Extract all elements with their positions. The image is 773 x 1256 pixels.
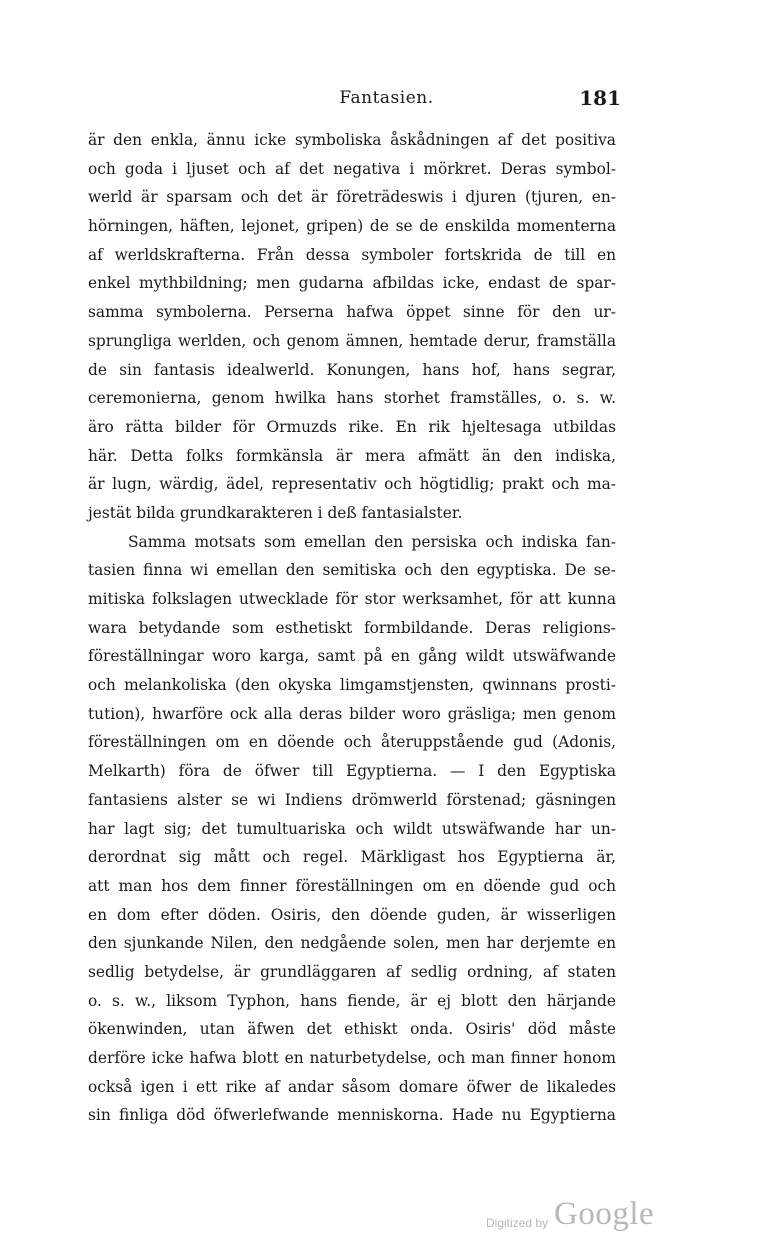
text-line: mitiska folkslagen utwecklade för stor werksamhet, för att kunna [88,590,616,608]
text-line: af werldskrafterna. Från dessa symboler fortskrida de till en [88,245,616,264]
digitized-by-label: Digitized by [486,1216,549,1230]
text-line: här. Detta folks formkänsla är mera afmätt än den indiska, [88,446,616,465]
text-line: jestät bilda grundkarakteren i deß fantasialster. [88,503,463,522]
text-line: föreställningen om en döende och återuppstående gud (Adonis, [88,733,616,752]
google-logo: Google [554,1196,655,1232]
text-line: är den enkla, ännu icke symboliska åskådningen af det positiva [88,131,616,149]
text-line: enkel mythbildning; men gudarna afbildas icke, endast de spar- [88,274,616,293]
running-head [0,88,773,118]
text-line: föreställningar woro karga, samt på en gång wildt utswäfwande [88,647,616,666]
text-line: de sin fantasis idealwerld. Konungen, hans hof, hans segrar, [88,360,616,379]
text-line: o. s. w., liksom Typhon, hans fiende, är ej blott den härjande [88,991,616,1010]
running-title: Fantasien. [339,88,434,108]
text-line: tasien finna wi emellan den semitiska och den egyptiska. De se- [88,561,616,580]
body-text [88,126,616,1130]
text-line: hörningen, häften, lejonet, gripen) de se de enskilda momenterna [88,217,616,236]
text-line: och goda i ljuset och af det negativa i mörkret. Deras symbol- [88,159,616,178]
text-line: och melankoliska (den okyska limgamstjensten, qwinnans prosti- [88,676,616,695]
text-line: wara betydande som esthetiskt formbildande. Deras religions- [88,618,616,637]
page-number: 181 [579,86,621,110]
text-line: den sjunkande Nilen, den nedgående solen, men har derjemte en [88,934,616,953]
text-line: har lagt sig; det tumultuariska och wildt utswäfwande har un- [88,819,616,838]
text-line: tution), hwarföre ock alla deras bilder woro gräsliga; men genom [88,704,616,723]
text-line: ceremonierna, genom hwilka hans storhet framställes, o. s. w. [88,389,616,408]
text-line: är lugn, wärdig, ädel, representativ och högtidlig; prakt och ma- [88,475,616,494]
text-line: derordnat sig mått och regel. Märkligast hos Egyptierna är, [88,848,616,867]
digitization-watermark [482,1196,682,1236]
text-line: werld är sparsam och det är företrädeswis i djuren (tjuren, en- [88,188,616,207]
paragraph-start-line: Samma motsats som emellan den persiska och indiska fan- [128,532,616,551]
text-line: sprungliga werlden, och genom ämnen, hemtade derur, framställa [88,331,616,350]
text-line: äro rätta bilder för Ormuzds rike. En rik hjeltesaga utbildas [88,417,616,436]
text-line: ökenwinden, utan äfwen det ethiskt onda. Osiris' död måste [88,1020,616,1039]
text-line: sedlig betydelse, är grundläggaren af sedlig ordning, af staten [88,962,616,981]
text-line: att man hos dem finner föreställningen om en döende gud och [88,876,616,895]
text-line: derföre icke hafwa blott en naturbetydelse, och man finner honom [88,1049,616,1067]
text-line: samma symbolerna. Perserna hafwa öppet sinne för den ur- [88,303,616,322]
text-line: sin finliga död öfwerlefwande menniskorna. Hade nu Egyptierna [88,1106,616,1125]
text-line: Melkarth) föra de öfwer till Egyptierna. — I den Egyptiska [88,762,616,781]
text-line: en dom efter döden. Osiris, den döende guden, är wisserligen [88,905,616,924]
text-line: fantasiens alster se wi Indiens drömwerld förstenad; gäsningen [88,790,616,809]
text-line: också igen i ett rike af andar såsom domare öfwer de likaledes [88,1077,616,1096]
